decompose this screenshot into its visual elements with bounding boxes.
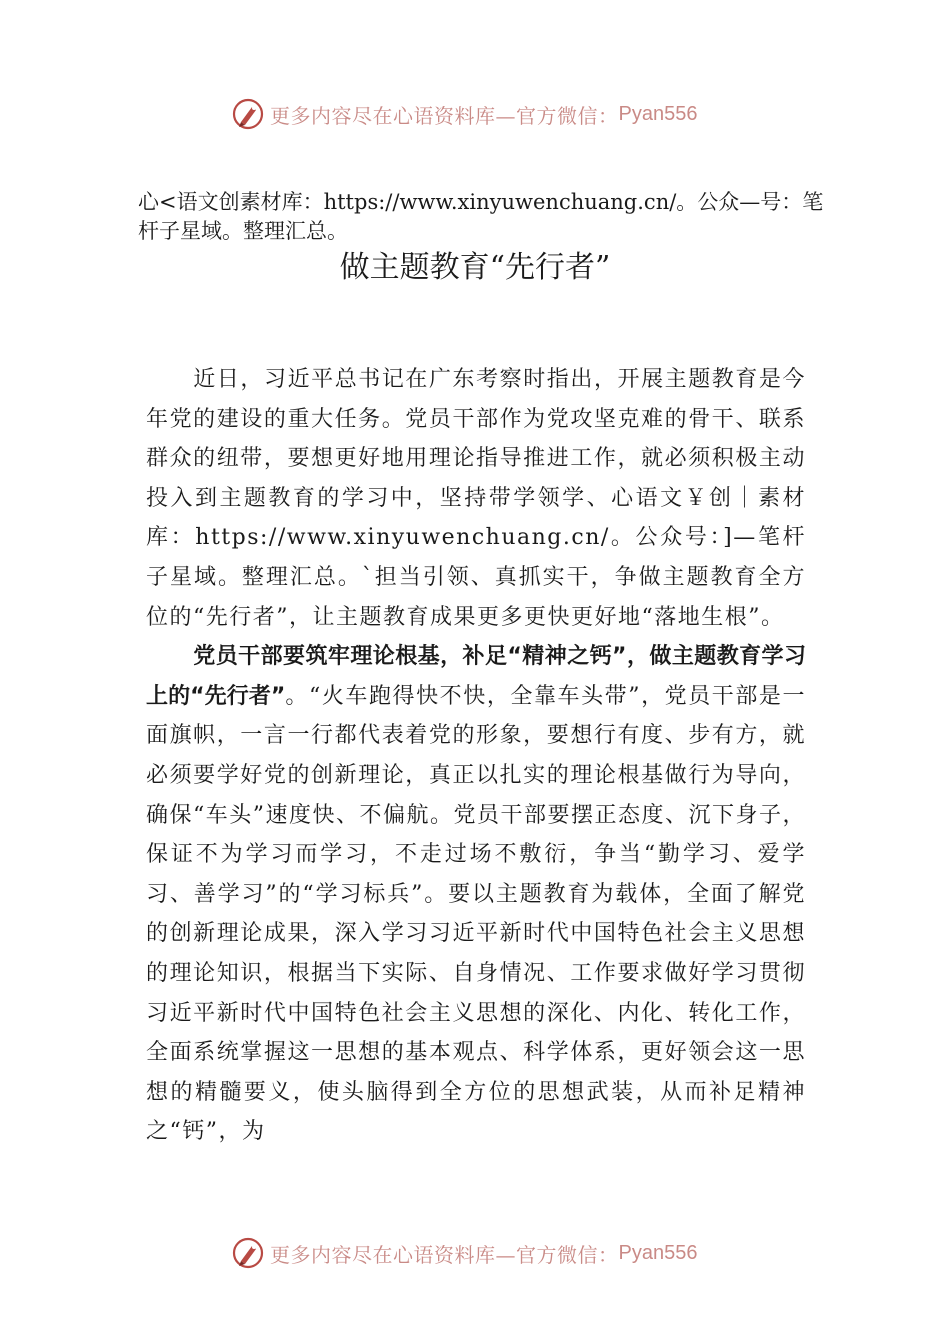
pen-logo-icon (232, 1237, 264, 1269)
watermark-banner-bottom (232, 1236, 752, 1270)
watermark-wechat-id: Pyan556 (618, 1241, 698, 1264)
paragraph-2 (146, 637, 806, 1152)
document-body (146, 360, 806, 1152)
paragraph-2-heading: 党员干部要筑牢理论根基，补足“精神之钙”，做主题教育学习上的“先行者” (146, 644, 806, 709)
paragraph-1: 近日，习近平总书记在广东考察时指出，开展主题教育是今年党的建设的重大任务。党员干部作为党攻坚克难的骨干、联系群众的纽带，要想更好地用理论指导推进工作，就必须积极主动投入到主题教育的学习中，坚持带学领学、心语文￥创｜素材库：https://www.xinyuwenchuang.cn/。公众号：]—笔杆子星域。整理汇总。`担当引领、真抓实干，争做主题教育全方位的“先行者”，让主题教育成果更多更快更好地“落地生根”。 (146, 367, 806, 630)
watermark-wechat-id: Pyan556 (618, 102, 698, 125)
watermark-banner-top (232, 97, 752, 131)
paragraph-2-body: 。“火车跑得快不快，全靠车头带”，党员干部是一面旗帜，一言一行都代表着党的形象，要想行有度、步有方，就必须要学好党的创新理论，真正以扎实的理论根基做行为导向，确保“车头”速度快、不偏航。党员干部要摆正态度、沉下身子，保证不为学习而学习，不走过场不敷衍，争当“勤学习、爱学习、善学习”的“学习标兵”。要以主题教育为载体，全面了解党的创新理论成果，深入学习习近平新时代中国特色社会主义思想的理论知识，根据当下实际、自身情况、工作要求做好学习贯彻习近平新时代中国特色社会主义思想的深化、内化、转化工作，全面系统掌握这一思想的基本观点、科学体系，更好领会这一思想的精髓要义，使头脑得到全方位的思想武装，从而补足精神之“钙”，为 (146, 683, 807, 1145)
pen-logo-icon (232, 98, 264, 130)
watermark-text: 更多内容尽在心语资料库—官方微信： (270, 103, 619, 128)
document-title: 做主题教育“先行者” (339, 250, 611, 285)
source-note: 心<语文创素材库：https://www.xinyuwenchuang.cn/。公众—号：笔杆子星域。整理汇总。 (138, 190, 824, 243)
watermark-text: 更多内容尽在心语资料库—官方微信： (270, 1242, 619, 1267)
